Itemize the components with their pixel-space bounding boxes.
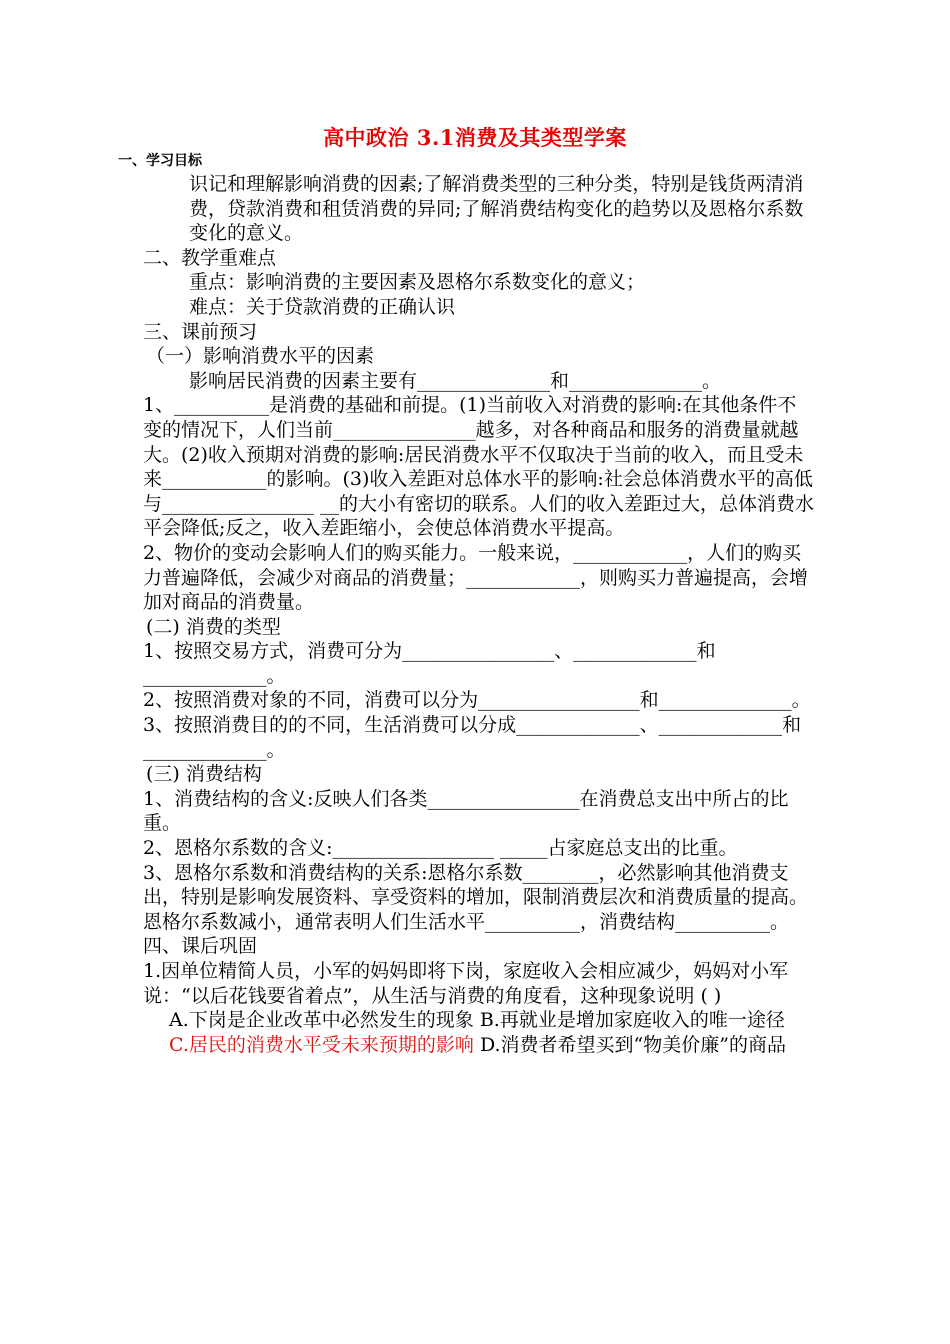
key-point: 重点：影响消费的主要因素及恩格尔系数变化的意义；	[189, 271, 646, 294]
difficult-point: 难点：关于贷款消费的正确认识	[189, 295, 456, 318]
question-1-options-ab	[143, 1008, 815, 1033]
option-b: B.再就业是增加家庭收入的唯一途径	[479, 1009, 785, 1032]
factor-item-price: 2、物价的变动会影响人们的购买能力。一般来说，____________，人们的购买力普遍降低，会减少对商品的消费量；____________，则购买力普遍提高，会增加对商品的消费量。	[143, 541, 809, 614]
factor-item-income: 1、__________是消费的基础和前提。(1)当前收入对消费的影响:在其他条件不变的情况下，人们当前_______________越多，对各种商品和服务的消费量就越大。(2)收入预期对消费的影响:居民消费水平不仅取决于当前的收入，而且受未来___________的影响。(3)收入差距对总体水平的影响:社会总体消费水平的高低与________________ __的大小有密切的联系。人们的收入差距过大，总体消费水平会降低;反之，收入差距缩小，会使总体消费水平提高。	[143, 394, 815, 540]
type-item-purpose: 3、按照消费目的的不同，生活消费可以分成_____________、_____________和_____________。	[143, 714, 802, 761]
goals-paragraph: 识记和理解影响消费的因素;了解消费类型的三种分类，特别是钱货两清消费，贷款消费和租赁消费的异同;了解消费结构变化的趋势以及恩格尔系数变化的意义。	[189, 173, 804, 245]
option-a: A.下岗是企业改革中必然发生的现象	[169, 1009, 474, 1032]
factors-line: 影响居民消费的因素主要有______________和______________。	[189, 369, 722, 392]
section-heading-preview: 三、课前预习	[143, 320, 258, 343]
structure-item-definition: 1、消费结构的含义:反映人们各类________________在消费总支出中所占的比重。	[143, 787, 789, 835]
option-c-answer: C.居民的消费水平受未来预期的影响	[169, 1033, 474, 1056]
document-title: 高中政治 3.1消费及其类型学案	[323, 125, 627, 150]
part-heading-factors: （一）影响消费水平的因素	[146, 345, 375, 368]
section-heading-key-points: 二、教学重难点	[143, 246, 277, 269]
option-d: D.消费者希望买到“物美价廉”的商品	[479, 1033, 786, 1056]
section-heading-goals: 一、学习目标	[118, 153, 202, 169]
section-heading-review: 四、课后巩固	[143, 935, 258, 958]
document-body	[143, 172, 815, 1057]
structure-item-relation: 3、恩格尔系数和消费结构的关系:恩格尔系数________，必然影响其他消费支出，特别是影响发展资料、享受资料的增加，限制消费层次和消费质量的提高。恩格尔系数减小，通常表明人们生活水平__________，消费结构__________。	[143, 861, 809, 933]
question-1-options-cd	[143, 1033, 815, 1058]
part-heading-structure: (三) 消费结构	[146, 763, 262, 786]
structure-item-engel: 2、恩格尔系数的含义:_________________ _____占家庭总支出的比重。	[143, 837, 738, 860]
type-item-transaction: 1、按照交易方式，消费可分为________________、_____________和_____________。	[143, 640, 716, 687]
part-heading-types: (二) 消费的类型	[146, 615, 281, 638]
question-1: 1.因单位精简人员，小军的妈妈即将下岗，家庭收入会相应减少，妈妈对小军说：“以后花钱要省着点”，从生活与消费的角度看，这种现象说明 ( )	[143, 960, 789, 1007]
type-item-object: 2、按照消费对象的不同，消费可以分为_________________和______________。	[143, 689, 811, 712]
